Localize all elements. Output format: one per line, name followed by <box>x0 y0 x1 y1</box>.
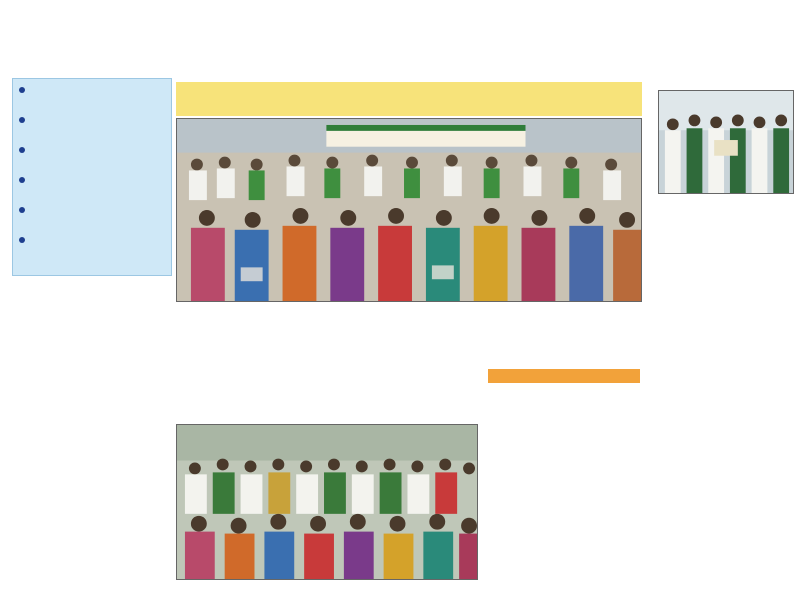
article-column-4 <box>658 246 794 596</box>
bullet-icon <box>19 87 25 93</box>
sidebar-bullet <box>19 173 167 203</box>
article-column-2 <box>176 322 478 420</box>
sidebar-bullet <box>19 143 167 173</box>
leaders-photo <box>658 90 794 194</box>
highway-protest-photo <box>176 424 478 580</box>
column-kicker <box>12 569 172 583</box>
section-subhead-tag <box>488 369 640 383</box>
bottom-photo-caption <box>176 582 478 596</box>
sidebar-bullet <box>19 113 167 143</box>
sidebar-bullet <box>19 233 167 263</box>
main-headline <box>8 6 792 70</box>
article-column-1 <box>12 282 172 566</box>
sub-headline <box>176 82 642 116</box>
sidebar-bullet <box>19 83 167 113</box>
bullet-icon <box>19 177 25 183</box>
bullet-icon <box>19 147 25 153</box>
bullet-icon <box>19 117 25 123</box>
article-column-3-top <box>488 322 644 366</box>
article-column-3 <box>488 386 644 596</box>
main-photo-caption <box>176 304 642 318</box>
bullet-icon <box>19 237 25 243</box>
sidebar-bullet <box>19 203 167 233</box>
protest-crowd-photo <box>176 118 642 302</box>
bullet-icon <box>19 207 25 213</box>
right-column-heading-box <box>658 200 794 240</box>
summary-sidebar <box>12 78 172 276</box>
